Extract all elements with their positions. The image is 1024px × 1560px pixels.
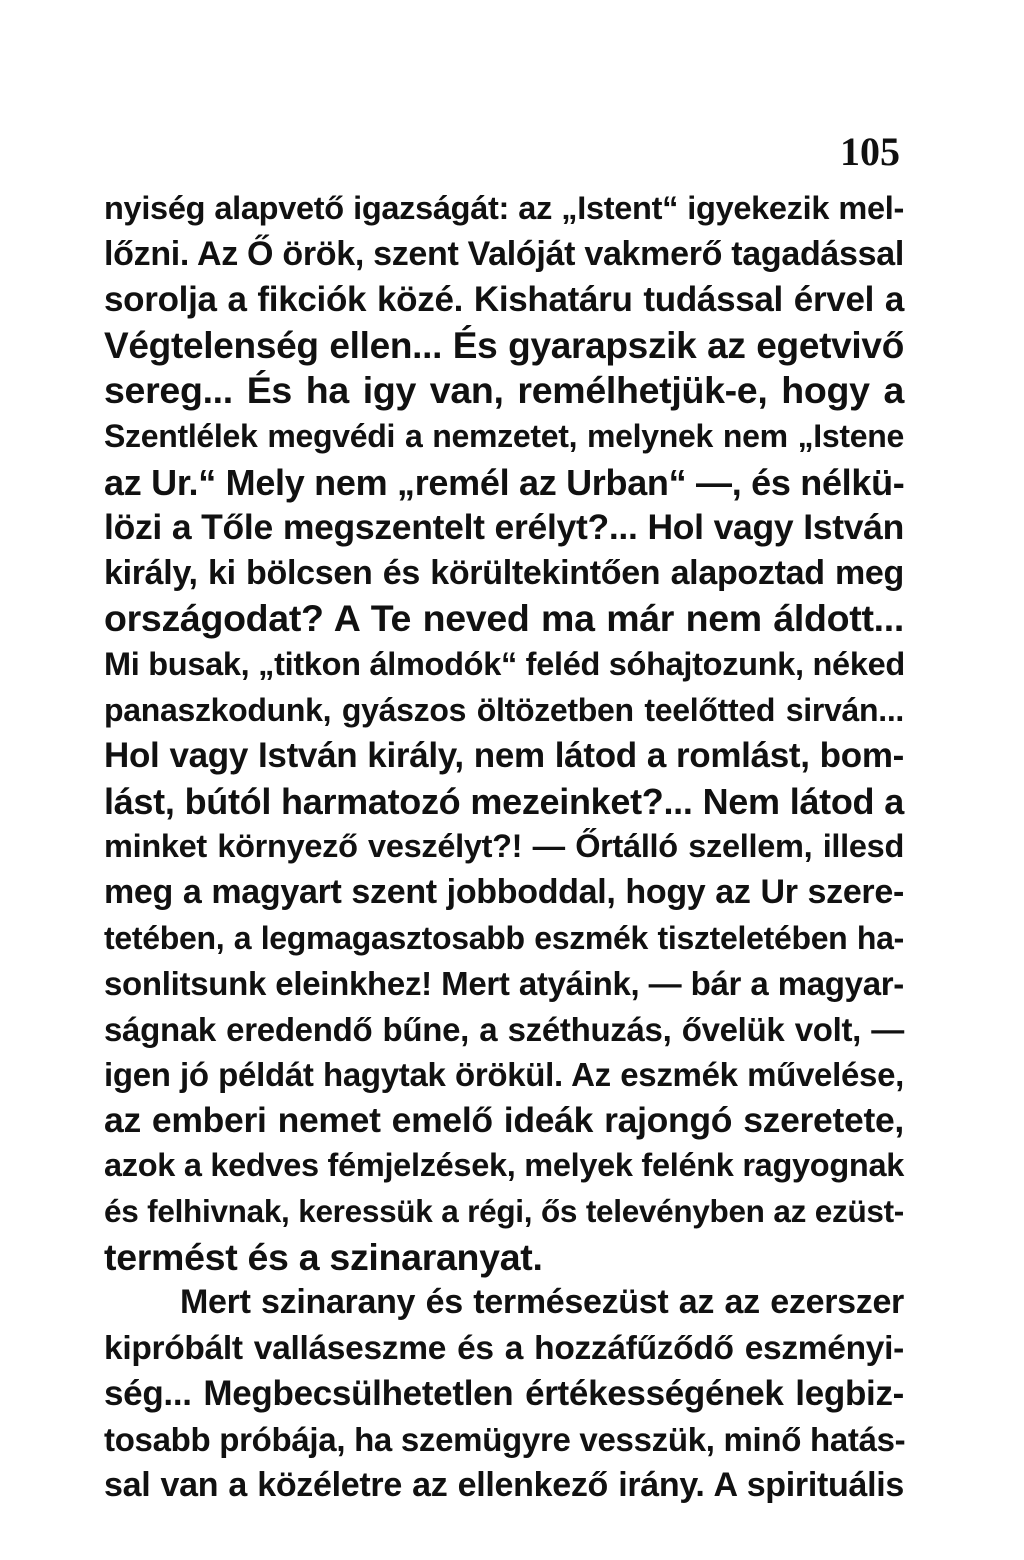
text-line: ságnak eredendő bűne, a széthuzás, ővelük volt, — bbox=[104, 1010, 904, 1048]
text-line: Végtelenség ellen... És gyarapszik az egetvivő bbox=[104, 324, 904, 366]
text-line: Szentlélek megvédi a nemzetet, melynek nem „Istene bbox=[104, 417, 904, 454]
text-line: lözi a Tőle megszentelt erélyt?... Hol vagy István bbox=[104, 507, 904, 548]
text-line: igen jó példát hagytak örökül. Az eszmék művelése, bbox=[104, 1056, 904, 1094]
text-line: lást, bútól harmatozó mezeinket?... Nem látod a bbox=[104, 780, 904, 822]
page-number: 105 bbox=[840, 129, 900, 174]
text-line: azok a kedves fémjelzések, melyek felénk ragyognak bbox=[104, 1147, 904, 1184]
text-line: tosabb próbája, ha szemügyre vesszük, minő hatás- bbox=[104, 1421, 906, 1459]
text-line: kipróbált valláseszme és a hozzáfűződő eszményi- bbox=[104, 1329, 904, 1367]
text-line: panaszkodunk, gyászos öltözetben teelőtted sirván... bbox=[104, 691, 904, 728]
text-line: az emberi nemet emelő ideák rajongó szeretete, bbox=[104, 1099, 904, 1140]
paragraph-1 bbox=[104, 186, 904, 1280]
text-line: tetében, a legmagasztosabb eszmék tiszteletében ha- bbox=[104, 919, 904, 956]
text-line: meg a magyart szent jobboddal, hogy az Ur szere- bbox=[104, 872, 904, 911]
text-line: Hol vagy István király, nem látod a romlást, bom- bbox=[104, 736, 904, 776]
text-line: termést és a szinaranyat. bbox=[104, 1235, 543, 1278]
body-text bbox=[104, 186, 904, 1508]
text-line: nyiség alapvető igazságát: az „Istent“ igyekezik mel- bbox=[104, 190, 904, 226]
text-line: országodat? A Te neved ma már nem áldott... bbox=[104, 597, 904, 640]
text-line: lőzni. Az Ő örök, szent Valóját vakmerő tagadással bbox=[104, 234, 905, 273]
text-line: Mi busak, „titkon álmodók“ feléd sóhajtozunk, néked bbox=[104, 645, 905, 682]
text-line: minket környező veszélyt?! — Őrtálló szellem, illesd bbox=[104, 828, 904, 865]
text-line: sorolja a fikciók közé. Kishatáru tudással érvel a bbox=[104, 280, 904, 320]
paragraph-2 bbox=[104, 1280, 904, 1508]
text-line: Mert szinarany és termésezüst az az ezerszer bbox=[180, 1283, 904, 1322]
text-line: és felhivnak, keressük a régi, ős televényben az ezüst- bbox=[104, 1193, 904, 1230]
text-line: sal van a közéletre az ellenkező irány. A spirituális bbox=[104, 1465, 904, 1504]
text-line: király, ki bölcsen és körültekintően alapoztad meg bbox=[104, 553, 904, 592]
text-line: sonlitsunk eleinkhez! Mert atyáink, — bár a magyar- bbox=[104, 965, 904, 1003]
text-line: sereg... És ha igy van, remélhetjük-e, hogy a bbox=[104, 369, 904, 412]
text-line: az Ur.“ Mely nem „remél az Urban“ —, és nélkü- bbox=[104, 461, 905, 503]
text-line: ség... Megbecsülhetetlen értékességének legbiz- bbox=[104, 1374, 904, 1414]
